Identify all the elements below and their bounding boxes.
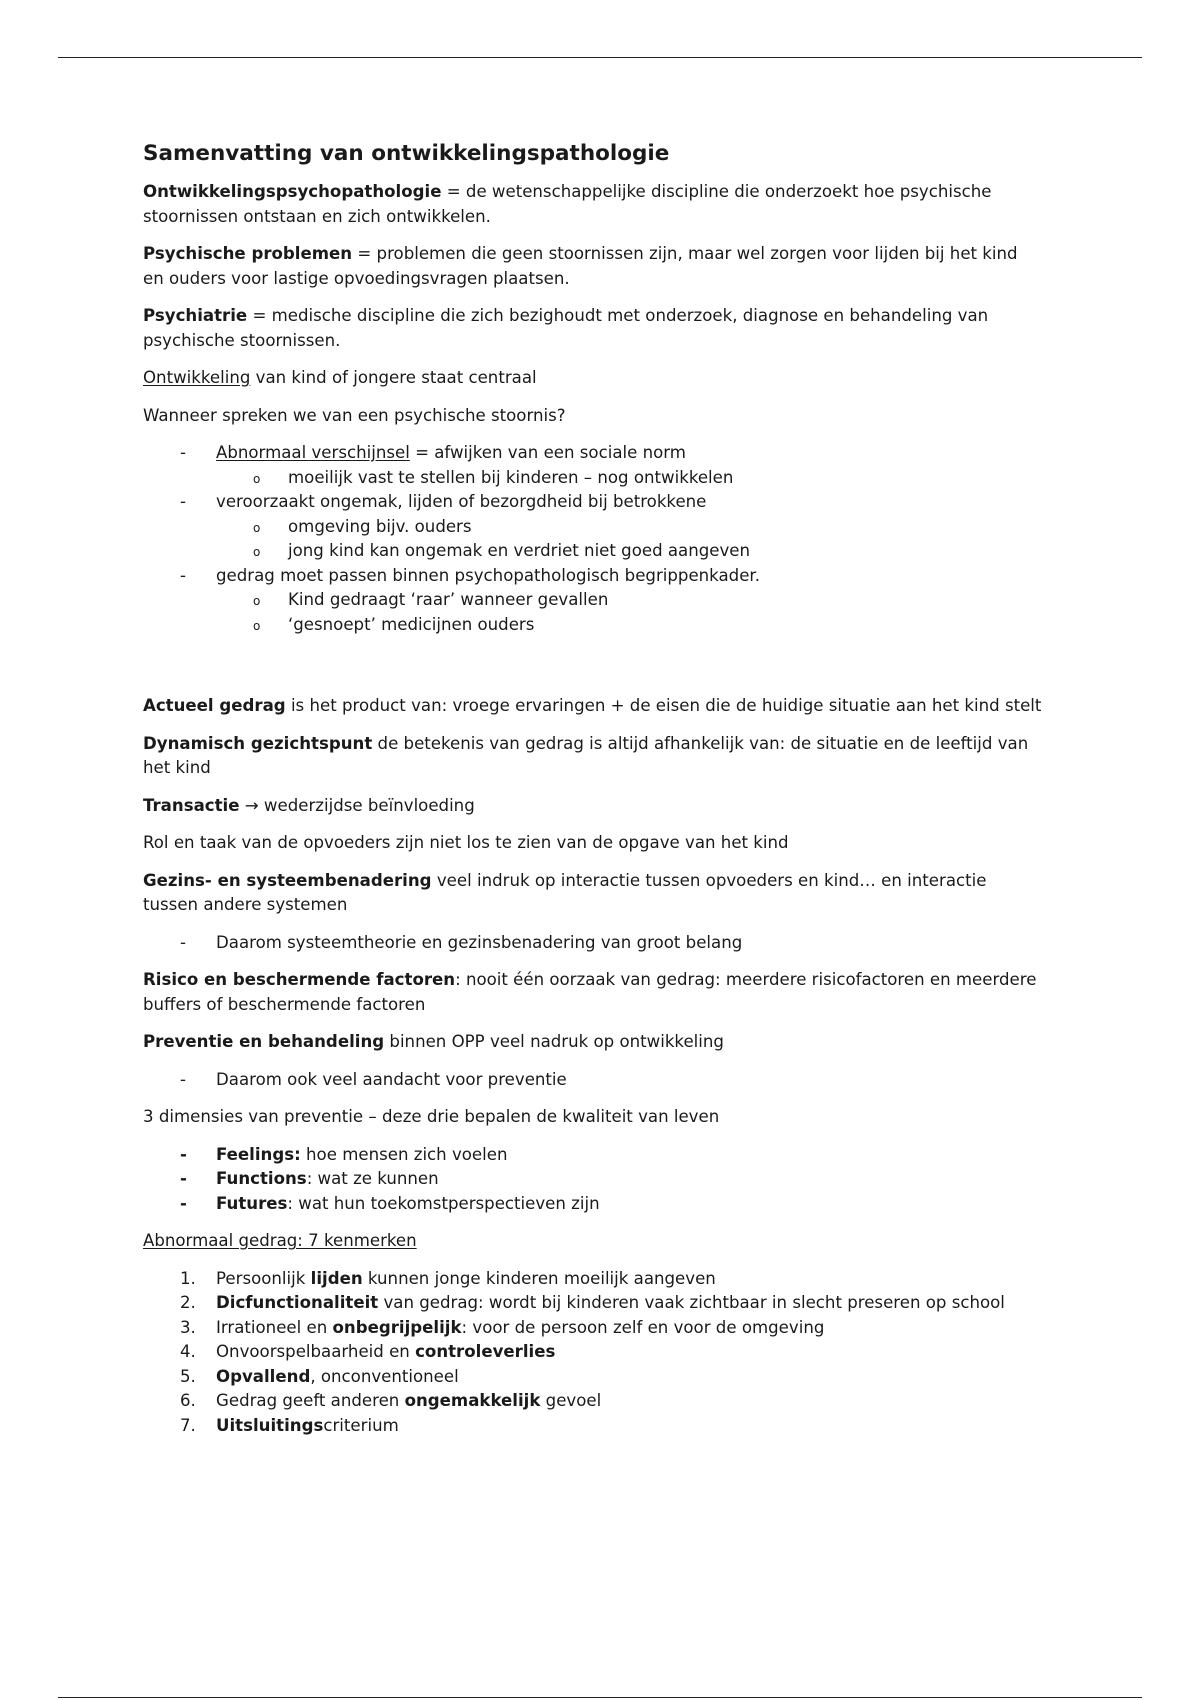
dimensies-list (143, 1143, 1043, 1217)
kenmerken-heading: Abnormaal gedrag: 7 kenmerken (143, 1231, 417, 1250)
list-item: - gedrag moet passen binnen psychopathologisch begrippenkader. (180, 565, 760, 585)
risico-factoren: Risico en beschermende factoren: nooit één oorzaak van gedrag: meerdere risicofactoren en meerdere buffers of beschermende factoren (143, 970, 1037, 1014)
sub-list-item: o jong kind kan ongemak en verdriet niet goed aangeven (253, 541, 751, 560)
footer-rule (58, 1697, 1142, 1698)
list-item: - Functions: wat ze kunnen (180, 1169, 439, 1188)
list-item: - Daarom systeemtheorie en gezinsbenadering van groot belang (180, 932, 743, 952)
list-item: - Feelings: hoe mensen zich voelen (180, 1144, 508, 1164)
page-title: Samenvatting van ontwikkelingspathologie (143, 141, 670, 166)
list-item: - Futures: wat hun toekomstperspectieven zijn (180, 1193, 600, 1213)
dynamisch-gezichtspunt: Dynamisch gezichtspunt de betekenis van gedrag is altijd afhankelijk van: de situatie en de leeftijd van het kind (143, 733, 1029, 777)
preventie-list (143, 1068, 1043, 1093)
spacer (143, 650, 1043, 694)
kenmerken-list (143, 1267, 1043, 1439)
sub-list-item: o ‘gesnoept’ medicijnen ouders (253, 614, 535, 634)
sub-list-item: o omgeving bijv. ouders (253, 516, 472, 536)
sub-list-item: o moeilijk vast te stellen bij kinderen – nog ontwikkelen (253, 467, 734, 487)
list-item: - Daarom ook veel aandacht voor preventie (180, 1069, 567, 1089)
list-item: 7. Uitsluitingscriterium (180, 1415, 399, 1435)
preventie-behandeling: Preventie en behandeling binnen OPP veel nadruk op ontwikkeling (143, 1032, 724, 1051)
gezinsbenadering: Gezins- en systeembenadering veel indruk op interactie tussen opvoeders en kind… en interactie tussen andere systemen (143, 870, 987, 914)
question-line: Wanneer spreken we van een psychische stoornis? (143, 405, 566, 425)
actueel-gedrag: Actueel gedrag is het product van: vroege ervaringen + de eisen die de huidige situatie aan het kind stelt (143, 696, 1042, 715)
definition-psychische-problemen: Psychische problemen = problemen die geen stoornissen zijn, maar wel zorgen voor lijden bij het kind en ouders voor lastige opvoedingsvragen plaatsen. (143, 244, 1018, 288)
list-item: 5. Opvallend, onconventioneel (180, 1366, 459, 1386)
gezins-list (143, 931, 1043, 956)
transactie: Transactie → wederzijdse beïnvloeding (143, 795, 475, 815)
header-rule (58, 57, 1142, 58)
dimensies-intro: 3 dimensies van preventie – deze drie bepalen de kwaliteit van leven (143, 1107, 720, 1126)
rol-line: Rol en taak van de opvoeders zijn niet los te zien van de opgave van het kind (143, 833, 789, 852)
list-item: - Abnormaal verschijnsel = afwijken van een sociale norm (180, 443, 686, 462)
sub-list-item: o Kind gedraagt ‘raar’ wanneer gevallen (253, 590, 609, 609)
list-item: 4. Onvoorspelbaarheid en controleverlies (180, 1342, 556, 1361)
list-item: - veroorzaakt ongemak, lijden of bezorgdheid bij betrokkene (180, 492, 707, 511)
list-item: 2. Dicfunctionaliteit van gedrag: wordt bij kinderen vaak zichtbaar in slecht preseren op school (180, 1293, 1005, 1312)
list-item: 1. Persoonlijk lijden kunnen jonge kinderen moeilijk aangeven (180, 1268, 716, 1288)
definition-psychiatrie: Psychiatrie = medische discipline die zich bezighoudt met onderzoek, diagnose en behandeling van psychische stoornissen. (143, 306, 989, 350)
list-item: 3. Irrationeel en onbegrijpelijk: voor de persoon zelf en voor de omgeving (180, 1317, 825, 1337)
ontwikkeling-line: Ontwikkeling van kind of jongere staat centraal (143, 368, 537, 387)
stoornis-list (143, 441, 1043, 637)
definition-opp: Ontwikkelingspsychopathologie = de wetenschappelijke discipline die onderzoekt hoe psychische stoornissen ontstaan en zich ontwikkelen. (143, 182, 992, 226)
document-body (143, 140, 1043, 1451)
list-item: 6. Gedrag geeft anderen ongemakkelijk gevoel (180, 1391, 602, 1410)
